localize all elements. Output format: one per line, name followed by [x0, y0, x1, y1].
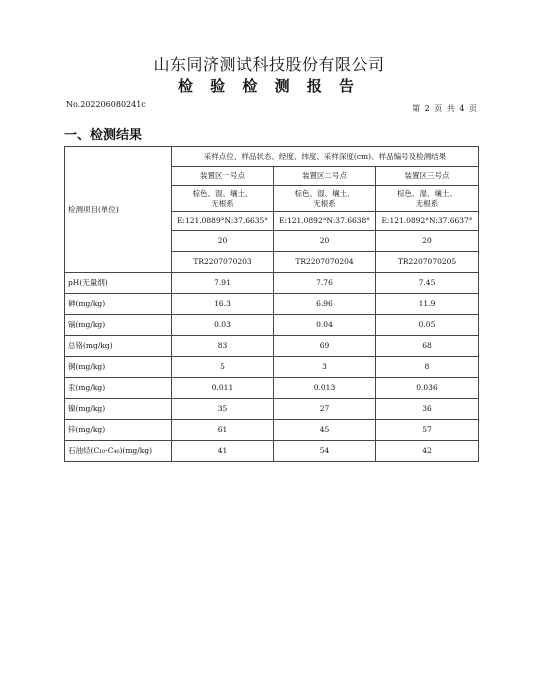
result-value-cell: 0.04 — [274, 315, 376, 336]
result-value-cell: 83 — [172, 336, 274, 357]
group-header-cell: 采样点位、样品状态、经度、纬度、采样深度(cm)、样品编号及检测结果 — [172, 147, 479, 167]
result-value-cell: 54 — [274, 441, 376, 462]
sample-state-line: 棕色、湿、壤土、 — [397, 189, 457, 199]
test-item-cell: 镍(mg/kg) — [65, 399, 172, 420]
test-item-cell: 锌(mg/kg) — [65, 420, 172, 441]
depth-cell: 20 — [172, 231, 274, 252]
test-item-cell: 镉(mg/kg) — [65, 315, 172, 336]
result-value-cell: 0.011 — [172, 378, 274, 399]
result-value-cell: 6.96 — [274, 294, 376, 315]
sample-state-line: 无根系 — [313, 198, 336, 208]
result-value-cell: 7.91 — [172, 273, 274, 294]
result-value-cell: 0.03 — [172, 315, 274, 336]
test-item-cell: pH(无量纲) — [65, 273, 172, 294]
table-row — [65, 441, 479, 462]
result-value-cell: 8 — [376, 357, 479, 378]
depth-cell: 20 — [376, 231, 479, 252]
result-value-cell: 45 — [274, 420, 376, 441]
coordinates-cell: E:121.0892°N:37.6637° — [376, 212, 479, 231]
table-header-row — [65, 147, 479, 167]
sample-id-cell: TR2207070205 — [376, 252, 479, 273]
result-value-cell: 11.9 — [376, 294, 479, 315]
result-value-cell: 5 — [172, 357, 274, 378]
section-title: 一、检测结果 — [64, 128, 143, 143]
sample-id-cell: TR2207070203 — [172, 252, 274, 273]
point-name-cell: 装置区二号点 — [274, 167, 376, 186]
depth-cell: 20 — [274, 231, 376, 252]
test-item-cell: 铜(mg/kg) — [65, 357, 172, 378]
table-row — [65, 399, 479, 420]
result-value-cell: 0.013 — [274, 378, 376, 399]
coordinates-cell: E:121.0889°N:37.6635° — [172, 212, 274, 231]
result-value-cell: 68 — [376, 336, 479, 357]
table-row — [65, 420, 479, 441]
result-value-cell: 57 — [376, 420, 479, 441]
result-value-cell: 69 — [274, 336, 376, 357]
test-item-cell: 砷(mg/kg) — [65, 294, 172, 315]
result-value-cell: 27 — [274, 399, 376, 420]
table-row — [65, 315, 479, 336]
item-header-cell: 检测项目(单位) — [65, 147, 172, 273]
result-value-cell: 16.3 — [172, 294, 274, 315]
result-value-cell: 61 — [172, 420, 274, 441]
sample-state-line: 棕色、湿、壤土、 — [192, 189, 253, 199]
report-title: 检 验 检 测 报 告 — [177, 77, 361, 95]
point-name-cell: 装置区三号点 — [376, 167, 479, 186]
company-name: 山东同济测试科技股份有限公司 — [153, 55, 385, 74]
table-row — [65, 357, 479, 378]
sample-state-cell — [172, 186, 274, 212]
result-value-cell: 7.76 — [274, 273, 376, 294]
sample-state-line: 无根系 — [415, 198, 439, 208]
result-value-cell: 3 — [274, 357, 376, 378]
test-item-cell: 汞(mg/kg) — [65, 378, 172, 399]
result-rows — [65, 273, 479, 462]
table-row — [65, 273, 479, 294]
sample-state-cell — [376, 186, 479, 212]
sample-state-cell — [274, 186, 376, 212]
result-value-cell: 0.05 — [376, 315, 479, 336]
sample-state-line: 棕色、湿、壤土、 — [294, 189, 355, 199]
sample-state-line: 无根系 — [211, 198, 234, 208]
page-indicator: 第 2 页 共 4 页 — [412, 104, 478, 113]
table-row — [65, 378, 479, 399]
coordinates-cell: E:121.0892°N:37.6638° — [274, 212, 376, 231]
sample-id-cell: TR2207070204 — [274, 252, 376, 273]
results-table — [64, 146, 479, 462]
test-item-cell: 总铬(mg/kg) — [65, 336, 172, 357]
result-value-cell: 42 — [376, 441, 479, 462]
result-value-cell: 35 — [172, 399, 274, 420]
result-value-cell: 41 — [172, 441, 274, 462]
result-value-cell: 0.036 — [376, 378, 479, 399]
result-value-cell: 36 — [376, 399, 479, 420]
report-number: No.202206080241c — [66, 100, 146, 109]
table-row — [65, 294, 479, 315]
point-name-cell: 装置区一号点 — [172, 167, 274, 186]
table-row — [65, 336, 479, 357]
test-item-cell: 石油烃(C₁₀-C₄₀)(mg/kg) — [65, 441, 172, 462]
result-value-cell: 7.45 — [376, 273, 479, 294]
